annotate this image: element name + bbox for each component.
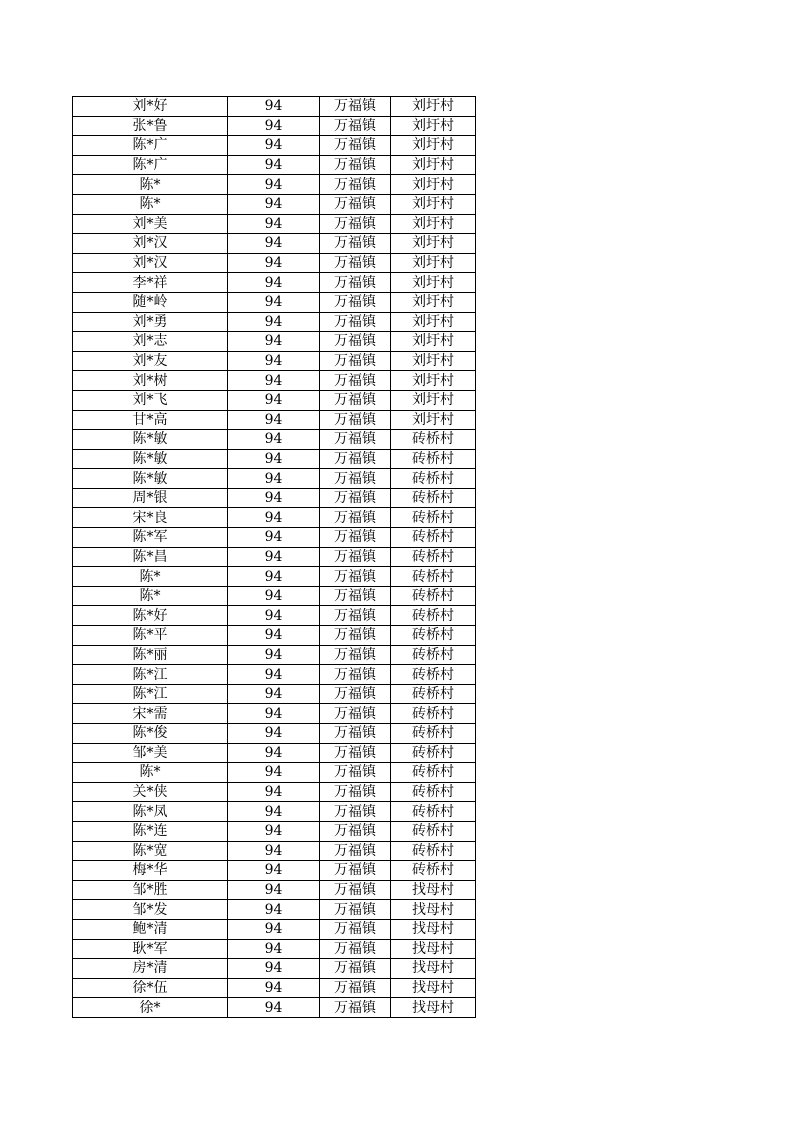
table-row bbox=[73, 665, 476, 685]
score-cell: 94 bbox=[228, 939, 320, 959]
village-cell: 砖桥村 bbox=[391, 430, 476, 450]
town-cell: 万福镇 bbox=[320, 136, 391, 156]
table-row bbox=[73, 351, 476, 371]
town-cell: 万福镇 bbox=[320, 528, 391, 548]
score-cell: 94 bbox=[228, 253, 320, 273]
name-cell: 刘*树 bbox=[73, 371, 228, 391]
town-cell: 万福镇 bbox=[320, 841, 391, 861]
table-row bbox=[73, 763, 476, 783]
table-row bbox=[73, 998, 476, 1018]
table-row bbox=[73, 959, 476, 979]
table-body bbox=[73, 97, 476, 1018]
table-row bbox=[73, 390, 476, 410]
name-cell: 徐* bbox=[73, 998, 228, 1018]
name-cell: 刘*志 bbox=[73, 332, 228, 352]
town-cell: 万福镇 bbox=[320, 97, 391, 117]
score-cell: 94 bbox=[228, 155, 320, 175]
name-cell: 随*岭 bbox=[73, 292, 228, 312]
town-cell: 万福镇 bbox=[320, 273, 391, 293]
village-cell: 砖桥村 bbox=[391, 763, 476, 783]
name-cell: 陈* bbox=[73, 586, 228, 606]
table-row bbox=[73, 273, 476, 293]
score-cell: 94 bbox=[228, 508, 320, 528]
village-cell: 找母村 bbox=[391, 900, 476, 920]
village-cell: 砖桥村 bbox=[391, 802, 476, 822]
village-cell: 找母村 bbox=[391, 880, 476, 900]
town-cell: 万福镇 bbox=[320, 880, 391, 900]
town-cell: 万福镇 bbox=[320, 175, 391, 195]
town-cell: 万福镇 bbox=[320, 606, 391, 626]
table-row bbox=[73, 861, 476, 881]
town-cell: 万福镇 bbox=[320, 782, 391, 802]
name-cell: 陈*江 bbox=[73, 684, 228, 704]
town-cell: 万福镇 bbox=[320, 469, 391, 489]
name-cell: 陈*敏 bbox=[73, 449, 228, 469]
town-cell: 万福镇 bbox=[320, 998, 391, 1018]
score-cell: 94 bbox=[228, 919, 320, 939]
score-cell: 94 bbox=[228, 312, 320, 332]
table-row bbox=[73, 802, 476, 822]
score-cell: 94 bbox=[228, 900, 320, 920]
village-cell: 刘圩村 bbox=[391, 175, 476, 195]
town-cell: 万福镇 bbox=[320, 802, 391, 822]
score-cell: 94 bbox=[228, 704, 320, 724]
town-cell: 万福镇 bbox=[320, 665, 391, 685]
score-cell: 94 bbox=[228, 782, 320, 802]
name-cell: 刘*勇 bbox=[73, 312, 228, 332]
town-cell: 万福镇 bbox=[320, 332, 391, 352]
table-row bbox=[73, 586, 476, 606]
town-cell: 万福镇 bbox=[320, 919, 391, 939]
table-row bbox=[73, 704, 476, 724]
name-cell: 周*银 bbox=[73, 488, 228, 508]
table-row bbox=[73, 430, 476, 450]
name-cell: 刘*汉 bbox=[73, 234, 228, 254]
village-cell: 刘圩村 bbox=[391, 410, 476, 430]
town-cell: 万福镇 bbox=[320, 645, 391, 665]
table-row bbox=[73, 410, 476, 430]
village-cell: 刘圩村 bbox=[391, 273, 476, 293]
score-cell: 94 bbox=[228, 410, 320, 430]
village-cell: 砖桥村 bbox=[391, 821, 476, 841]
score-cell: 94 bbox=[228, 547, 320, 567]
name-cell: 陈*俊 bbox=[73, 724, 228, 744]
village-cell: 砖桥村 bbox=[391, 665, 476, 685]
score-cell: 94 bbox=[228, 214, 320, 234]
name-cell: 甘*高 bbox=[73, 410, 228, 430]
data-table bbox=[72, 96, 476, 1018]
town-cell: 万福镇 bbox=[320, 116, 391, 136]
town-cell: 万福镇 bbox=[320, 978, 391, 998]
village-cell: 刘圩村 bbox=[391, 116, 476, 136]
name-cell: 关*侠 bbox=[73, 782, 228, 802]
score-cell: 94 bbox=[228, 763, 320, 783]
table-row bbox=[73, 841, 476, 861]
score-cell: 94 bbox=[228, 743, 320, 763]
village-cell: 砖桥村 bbox=[391, 449, 476, 469]
town-cell: 万福镇 bbox=[320, 684, 391, 704]
name-cell: 鲍*清 bbox=[73, 919, 228, 939]
name-cell: 陈*广 bbox=[73, 136, 228, 156]
town-cell: 万福镇 bbox=[320, 586, 391, 606]
table-row bbox=[73, 234, 476, 254]
village-cell: 砖桥村 bbox=[391, 743, 476, 763]
village-cell: 找母村 bbox=[391, 978, 476, 998]
village-cell: 刘圩村 bbox=[391, 136, 476, 156]
table-row bbox=[73, 821, 476, 841]
table-row bbox=[73, 214, 476, 234]
village-cell: 砖桥村 bbox=[391, 606, 476, 626]
town-cell: 万福镇 bbox=[320, 430, 391, 450]
name-cell: 陈* bbox=[73, 567, 228, 587]
name-cell: 张*鲁 bbox=[73, 116, 228, 136]
town-cell: 万福镇 bbox=[320, 371, 391, 391]
town-cell: 万福镇 bbox=[320, 626, 391, 646]
score-cell: 94 bbox=[228, 116, 320, 136]
town-cell: 万福镇 bbox=[320, 390, 391, 410]
table-row bbox=[73, 194, 476, 214]
name-cell: 陈* bbox=[73, 763, 228, 783]
town-cell: 万福镇 bbox=[320, 959, 391, 979]
score-cell: 94 bbox=[228, 841, 320, 861]
table-row bbox=[73, 606, 476, 626]
table-row bbox=[73, 978, 476, 998]
score-cell: 94 bbox=[228, 292, 320, 312]
village-cell: 刘圩村 bbox=[391, 155, 476, 175]
table-row bbox=[73, 645, 476, 665]
score-cell: 94 bbox=[228, 488, 320, 508]
village-cell: 砖桥村 bbox=[391, 684, 476, 704]
name-cell: 陈*敏 bbox=[73, 430, 228, 450]
name-cell: 陈*凤 bbox=[73, 802, 228, 822]
name-cell: 李*祥 bbox=[73, 273, 228, 293]
name-cell: 刘*友 bbox=[73, 351, 228, 371]
table-row bbox=[73, 547, 476, 567]
name-cell: 刘*美 bbox=[73, 214, 228, 234]
town-cell: 万福镇 bbox=[320, 234, 391, 254]
table-row bbox=[73, 449, 476, 469]
town-cell: 万福镇 bbox=[320, 861, 391, 881]
name-cell: 梅*华 bbox=[73, 861, 228, 881]
village-cell: 砖桥村 bbox=[391, 567, 476, 587]
village-cell: 砖桥村 bbox=[391, 645, 476, 665]
table-row bbox=[73, 97, 476, 117]
score-cell: 94 bbox=[228, 332, 320, 352]
name-cell: 陈*江 bbox=[73, 665, 228, 685]
score-cell: 94 bbox=[228, 430, 320, 450]
village-cell: 找母村 bbox=[391, 919, 476, 939]
table-row bbox=[73, 175, 476, 195]
town-cell: 万福镇 bbox=[320, 214, 391, 234]
name-cell: 陈* bbox=[73, 175, 228, 195]
village-cell: 刘圩村 bbox=[391, 351, 476, 371]
town-cell: 万福镇 bbox=[320, 821, 391, 841]
score-cell: 94 bbox=[228, 567, 320, 587]
village-cell: 刘圩村 bbox=[391, 97, 476, 117]
score-cell: 94 bbox=[228, 645, 320, 665]
score-cell: 94 bbox=[228, 351, 320, 371]
town-cell: 万福镇 bbox=[320, 351, 391, 371]
town-cell: 万福镇 bbox=[320, 253, 391, 273]
name-cell: 宋*需 bbox=[73, 704, 228, 724]
village-cell: 刘圩村 bbox=[391, 194, 476, 214]
table-row bbox=[73, 724, 476, 744]
score-cell: 94 bbox=[228, 665, 320, 685]
name-cell: 陈* bbox=[73, 194, 228, 214]
town-cell: 万福镇 bbox=[320, 292, 391, 312]
village-cell: 砖桥村 bbox=[391, 508, 476, 528]
name-cell: 刘*汉 bbox=[73, 253, 228, 273]
town-cell: 万福镇 bbox=[320, 488, 391, 508]
name-cell: 宋*良 bbox=[73, 508, 228, 528]
table-row bbox=[73, 684, 476, 704]
village-cell: 砖桥村 bbox=[391, 724, 476, 744]
name-cell: 徐*伍 bbox=[73, 978, 228, 998]
village-cell: 砖桥村 bbox=[391, 528, 476, 548]
village-cell: 刘圩村 bbox=[391, 332, 476, 352]
table-row bbox=[73, 880, 476, 900]
name-cell: 邹*美 bbox=[73, 743, 228, 763]
village-cell: 砖桥村 bbox=[391, 704, 476, 724]
score-cell: 94 bbox=[228, 880, 320, 900]
town-cell: 万福镇 bbox=[320, 547, 391, 567]
name-cell: 陈*广 bbox=[73, 155, 228, 175]
table-row bbox=[73, 116, 476, 136]
name-cell: 陈*敏 bbox=[73, 469, 228, 489]
name-cell: 刘*飞 bbox=[73, 390, 228, 410]
name-cell: 陈*昌 bbox=[73, 547, 228, 567]
town-cell: 万福镇 bbox=[320, 155, 391, 175]
score-cell: 94 bbox=[228, 724, 320, 744]
table-row bbox=[73, 528, 476, 548]
score-cell: 94 bbox=[228, 234, 320, 254]
table-row bbox=[73, 253, 476, 273]
score-cell: 94 bbox=[228, 273, 320, 293]
score-cell: 94 bbox=[228, 606, 320, 626]
table-row bbox=[73, 782, 476, 802]
town-cell: 万福镇 bbox=[320, 508, 391, 528]
score-cell: 94 bbox=[228, 861, 320, 881]
score-cell: 94 bbox=[228, 175, 320, 195]
table-row bbox=[73, 371, 476, 391]
score-cell: 94 bbox=[228, 684, 320, 704]
score-cell: 94 bbox=[228, 390, 320, 410]
name-cell: 刘*好 bbox=[73, 97, 228, 117]
name-cell: 邹*胜 bbox=[73, 880, 228, 900]
table-row bbox=[73, 626, 476, 646]
town-cell: 万福镇 bbox=[320, 704, 391, 724]
score-cell: 94 bbox=[228, 959, 320, 979]
village-cell: 砖桥村 bbox=[391, 626, 476, 646]
village-cell: 刘圩村 bbox=[391, 234, 476, 254]
table-row bbox=[73, 919, 476, 939]
score-cell: 94 bbox=[228, 469, 320, 489]
village-cell: 找母村 bbox=[391, 939, 476, 959]
score-cell: 94 bbox=[228, 586, 320, 606]
village-cell: 砖桥村 bbox=[391, 586, 476, 606]
score-cell: 94 bbox=[228, 97, 320, 117]
village-cell: 刘圩村 bbox=[391, 371, 476, 391]
table-row bbox=[73, 292, 476, 312]
score-cell: 94 bbox=[228, 136, 320, 156]
score-cell: 94 bbox=[228, 821, 320, 841]
table-row bbox=[73, 136, 476, 156]
village-cell: 砖桥村 bbox=[391, 488, 476, 508]
score-cell: 94 bbox=[228, 194, 320, 214]
table-row bbox=[73, 469, 476, 489]
town-cell: 万福镇 bbox=[320, 900, 391, 920]
town-cell: 万福镇 bbox=[320, 194, 391, 214]
name-cell: 陈*军 bbox=[73, 528, 228, 548]
village-cell: 砖桥村 bbox=[391, 861, 476, 881]
table-row bbox=[73, 332, 476, 352]
village-cell: 刘圩村 bbox=[391, 214, 476, 234]
town-cell: 万福镇 bbox=[320, 743, 391, 763]
village-cell: 找母村 bbox=[391, 959, 476, 979]
table-row bbox=[73, 488, 476, 508]
table-row bbox=[73, 567, 476, 587]
table-row bbox=[73, 900, 476, 920]
town-cell: 万福镇 bbox=[320, 724, 391, 744]
village-cell: 砖桥村 bbox=[391, 547, 476, 567]
town-cell: 万福镇 bbox=[320, 567, 391, 587]
village-cell: 找母村 bbox=[391, 998, 476, 1018]
village-cell: 刘圩村 bbox=[391, 312, 476, 332]
village-cell: 砖桥村 bbox=[391, 782, 476, 802]
town-cell: 万福镇 bbox=[320, 939, 391, 959]
score-cell: 94 bbox=[228, 528, 320, 548]
score-cell: 94 bbox=[228, 449, 320, 469]
village-cell: 砖桥村 bbox=[391, 841, 476, 861]
town-cell: 万福镇 bbox=[320, 449, 391, 469]
name-cell: 陈*好 bbox=[73, 606, 228, 626]
village-cell: 刘圩村 bbox=[391, 390, 476, 410]
village-cell: 刘圩村 bbox=[391, 292, 476, 312]
name-cell: 陈*连 bbox=[73, 821, 228, 841]
table-row bbox=[73, 939, 476, 959]
village-cell: 砖桥村 bbox=[391, 469, 476, 489]
name-cell: 耿*军 bbox=[73, 939, 228, 959]
name-cell: 房*清 bbox=[73, 959, 228, 979]
name-cell: 陈*宽 bbox=[73, 841, 228, 861]
score-cell: 94 bbox=[228, 626, 320, 646]
name-cell: 陈*平 bbox=[73, 626, 228, 646]
table-row bbox=[73, 743, 476, 763]
score-cell: 94 bbox=[228, 978, 320, 998]
town-cell: 万福镇 bbox=[320, 410, 391, 430]
village-cell: 刘圩村 bbox=[391, 253, 476, 273]
name-cell: 陈*丽 bbox=[73, 645, 228, 665]
score-cell: 94 bbox=[228, 998, 320, 1018]
score-cell: 94 bbox=[228, 802, 320, 822]
town-cell: 万福镇 bbox=[320, 312, 391, 332]
table-row bbox=[73, 312, 476, 332]
table-row bbox=[73, 508, 476, 528]
name-cell: 邹*发 bbox=[73, 900, 228, 920]
table-row bbox=[73, 155, 476, 175]
score-cell: 94 bbox=[228, 371, 320, 391]
town-cell: 万福镇 bbox=[320, 763, 391, 783]
